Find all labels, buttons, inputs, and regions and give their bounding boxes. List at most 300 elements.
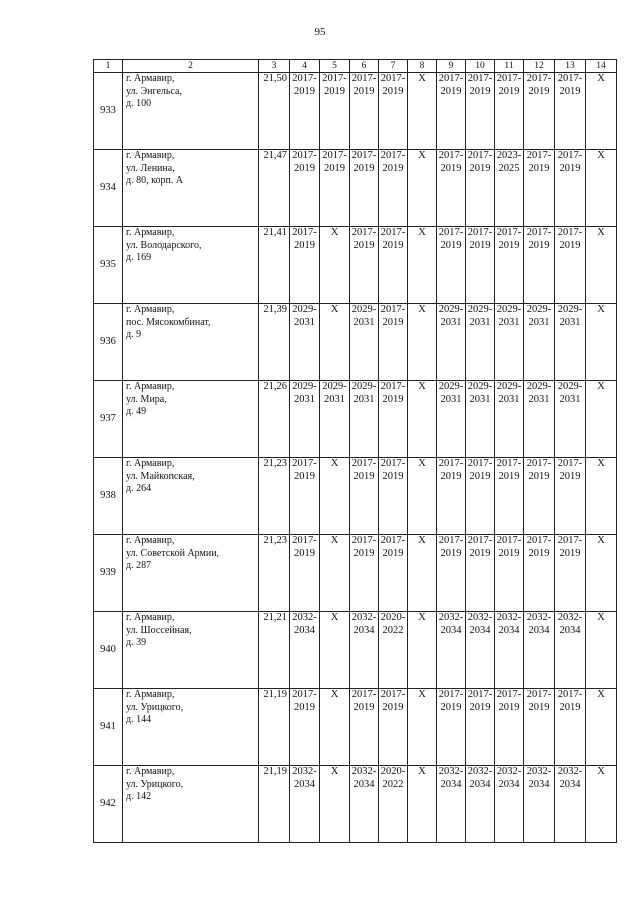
period-year: 2034: [294, 624, 315, 636]
period-year: 2031: [440, 393, 462, 405]
period-year: 2019: [559, 547, 581, 559]
period-year: 2023-: [496, 150, 522, 161]
period-year: 2032-: [496, 766, 522, 777]
not-applicable-cell: Х: [586, 766, 617, 843]
period-year: 2019: [559, 239, 581, 251]
table-row: [94, 535, 617, 612]
period-cell: [290, 766, 320, 843]
address-cell: [123, 304, 259, 381]
column-header: 8: [408, 60, 437, 73]
period-year: 2017-: [292, 535, 317, 546]
period-year: 2032-: [526, 612, 552, 623]
period-year: 2029-: [292, 304, 317, 315]
period-cell: [350, 535, 379, 612]
period-cell: [350, 381, 379, 458]
period-cell: [379, 73, 408, 150]
period-year: 2017-: [438, 458, 464, 469]
period-year: 2017-: [557, 458, 583, 469]
period-cell: [320, 73, 350, 150]
period-cell: [437, 689, 466, 766]
period-year: 2019: [353, 85, 375, 97]
period-cell: [555, 535, 586, 612]
table-row: [94, 458, 617, 535]
period-cell: [495, 612, 524, 689]
period-cell: [524, 612, 555, 689]
address-line: г. Армавир,: [126, 689, 175, 700]
area-cell: 21,21: [259, 612, 290, 689]
address-line: д. 287: [126, 560, 152, 571]
period-cell: [437, 458, 466, 535]
period-year: 2017-: [557, 73, 583, 84]
period-year: 2019: [559, 470, 581, 482]
address-cell: [123, 689, 259, 766]
column-header: 13: [555, 60, 586, 73]
period-year: 2019: [528, 547, 550, 559]
period-cell: [555, 689, 586, 766]
period-cell: [379, 689, 408, 766]
period-cell: [290, 458, 320, 535]
period-year: 2017-: [380, 535, 406, 546]
period-year: 2017-: [380, 381, 406, 392]
period-year: 2032-: [351, 766, 377, 777]
period-cell: [495, 766, 524, 843]
period-year: 2019: [353, 239, 375, 251]
period-year: 2034: [559, 624, 581, 636]
not-applicable-cell: Х: [408, 304, 437, 381]
period-year: 2029-: [496, 381, 522, 392]
column-header: 7: [379, 60, 408, 73]
table-row: [94, 612, 617, 689]
period-year: 2019: [469, 470, 491, 482]
period-year: 2017-: [557, 535, 583, 546]
period-cell: [466, 535, 495, 612]
address-line: пос. Мясокомбинат,: [126, 316, 211, 328]
period-cell: [466, 612, 495, 689]
address-cell: [123, 458, 259, 535]
row-number: 936: [94, 304, 123, 381]
address-line: ул. Шоссейная,: [126, 624, 192, 636]
period-year: 2019: [498, 239, 520, 251]
period-year: 2017-: [496, 458, 522, 469]
address-line: д. 49: [126, 406, 147, 417]
column-header: 1: [94, 60, 123, 73]
period-year: 2032-: [438, 766, 464, 777]
period-cell: [350, 73, 379, 150]
period-cell: [524, 766, 555, 843]
period-cell: [379, 766, 408, 843]
row-number: 937: [94, 381, 123, 458]
period-year: 2017-: [380, 304, 406, 315]
period-year: 2017-: [380, 689, 406, 700]
address-cell: [123, 73, 259, 150]
housing-register-table: [93, 59, 617, 843]
table-row: [94, 304, 617, 381]
period-cell: [290, 304, 320, 381]
period-cell: [437, 304, 466, 381]
period-year: 2019: [382, 239, 404, 251]
area-cell: 21,39: [259, 304, 290, 381]
period-year: 2017-: [557, 227, 583, 238]
period-year: 2034: [353, 778, 375, 790]
period-year: 2019: [294, 239, 315, 251]
address-line: г. Армавир,: [126, 304, 175, 315]
period-year: 2017-: [292, 150, 317, 161]
period-cell: [379, 612, 408, 689]
period-year: 2017-: [496, 73, 522, 84]
area-cell: 21,19: [259, 689, 290, 766]
not-applicable-cell: Х: [586, 304, 617, 381]
address-line: ул. Майкопская,: [126, 470, 195, 482]
period-year: 2031: [498, 393, 520, 405]
period-cell: [466, 304, 495, 381]
period-year: 2017-: [557, 689, 583, 700]
period-cell: [524, 304, 555, 381]
period-year: 2019: [440, 239, 462, 251]
period-cell: [555, 150, 586, 227]
row-number: 935: [94, 227, 123, 304]
period-cell: [290, 612, 320, 689]
period-year: 2025: [498, 162, 520, 174]
column-header: 14: [586, 60, 617, 73]
period-year: 2029-: [467, 304, 493, 315]
period-year: 2017-: [467, 535, 493, 546]
period-cell: [555, 381, 586, 458]
period-year: 2019: [469, 85, 491, 97]
row-number: 940: [94, 612, 123, 689]
period-year: 2032-: [526, 766, 552, 777]
period-year: 2017-: [438, 227, 464, 238]
period-year: 2017-: [438, 689, 464, 700]
period-year: 2031: [528, 316, 550, 328]
period-year: 2017-: [467, 73, 493, 84]
period-cell: [437, 535, 466, 612]
period-year: 2029-: [438, 381, 464, 392]
period-year: 2017-: [526, 689, 552, 700]
period-year: 2017-: [292, 227, 317, 238]
period-cell: [555, 612, 586, 689]
period-year: 2019: [528, 701, 550, 713]
period-year: 2034: [559, 778, 581, 790]
table-row: [94, 150, 617, 227]
column-number-row: [94, 60, 617, 73]
period-year: 2019: [528, 85, 550, 97]
area-cell: 21,23: [259, 458, 290, 535]
period-year: 2034: [469, 624, 491, 636]
not-applicable-cell: Х: [320, 535, 350, 612]
period-cell: [555, 73, 586, 150]
column-header: 10: [466, 60, 495, 73]
not-applicable-cell: Х: [408, 458, 437, 535]
period-year: 2032-: [557, 612, 583, 623]
period-year: 2029-: [351, 304, 377, 315]
address-line: д. 169: [126, 252, 152, 263]
period-year: 2017-: [467, 227, 493, 238]
period-year: 2017-: [438, 535, 464, 546]
period-cell: [524, 689, 555, 766]
period-year: 2031: [440, 316, 462, 328]
period-cell: [466, 689, 495, 766]
period-year: 2019: [382, 316, 404, 328]
period-year: 2029-: [526, 304, 552, 315]
period-cell: [466, 227, 495, 304]
period-cell: [350, 766, 379, 843]
period-year: 2034: [440, 778, 462, 790]
period-year: 2017-: [526, 458, 552, 469]
period-year: 2022: [382, 624, 404, 636]
not-applicable-cell: Х: [320, 304, 350, 381]
period-year: 2034: [498, 778, 520, 790]
not-applicable-cell: Х: [408, 535, 437, 612]
period-year: 2019: [382, 85, 404, 97]
period-year: 2017-: [380, 227, 406, 238]
not-applicable-cell: Х: [408, 689, 437, 766]
period-year: 2017-: [351, 150, 377, 161]
period-year: 2017-: [526, 150, 552, 161]
period-cell: [290, 73, 320, 150]
period-year: 2029-: [351, 381, 377, 392]
address-line: д. 80, корп. А: [126, 175, 184, 186]
period-year: 2019: [469, 162, 491, 174]
period-year: 2017-: [496, 535, 522, 546]
period-cell: [524, 227, 555, 304]
period-cell: [290, 150, 320, 227]
not-applicable-cell: Х: [408, 766, 437, 843]
period-year: 2019: [294, 470, 315, 482]
area-cell: 21,50: [259, 73, 290, 150]
period-cell: [290, 535, 320, 612]
period-cell: [466, 150, 495, 227]
period-year: 2017-: [438, 73, 464, 84]
not-applicable-cell: Х: [320, 458, 350, 535]
period-year: 2019: [294, 547, 315, 559]
address-line: г. Армавир,: [126, 612, 175, 623]
area-cell: 21,26: [259, 381, 290, 458]
not-applicable-cell: Х: [320, 766, 350, 843]
period-year: 2019: [498, 85, 520, 97]
period-cell: [379, 535, 408, 612]
period-year: 2017-: [526, 227, 552, 238]
address-line: д. 9: [126, 329, 142, 340]
area-cell: 21,19: [259, 766, 290, 843]
period-cell: [350, 612, 379, 689]
period-year: 2019: [353, 701, 375, 713]
column-header: 2: [123, 60, 259, 73]
address-line: д. 100: [126, 98, 152, 109]
period-cell: [524, 73, 555, 150]
column-header: 12: [524, 60, 555, 73]
register-body: [94, 73, 617, 843]
period-year: 2017-: [380, 150, 406, 161]
area-cell: 21,23: [259, 535, 290, 612]
period-year: 2019: [498, 470, 520, 482]
period-year: 2017-: [351, 689, 377, 700]
period-year: 2031: [294, 316, 315, 328]
period-year: 2031: [324, 393, 345, 405]
period-cell: [495, 304, 524, 381]
period-year: 2029-: [438, 304, 464, 315]
address-line: г. Армавир,: [126, 766, 175, 777]
period-year: 2019: [469, 239, 491, 251]
address-cell: [123, 381, 259, 458]
period-year: 2019: [498, 701, 520, 713]
period-year: 2029-: [526, 381, 552, 392]
period-cell: [555, 458, 586, 535]
period-year: 2034: [528, 778, 550, 790]
period-year: 2032-: [351, 612, 377, 623]
period-year: 2031: [469, 393, 491, 405]
area-cell: 21,41: [259, 227, 290, 304]
period-cell: [524, 381, 555, 458]
period-cell: [290, 381, 320, 458]
address-line: г. Армавир,: [126, 150, 175, 161]
period-cell: [437, 150, 466, 227]
period-year: 2019: [528, 470, 550, 482]
row-number: 938: [94, 458, 123, 535]
period-year: 2017-: [380, 458, 406, 469]
not-applicable-cell: Х: [320, 612, 350, 689]
period-year: 2019: [382, 162, 404, 174]
address-line: ул. Урицкого,: [126, 778, 184, 790]
period-cell: [524, 535, 555, 612]
period-year: 2031: [498, 316, 520, 328]
not-applicable-cell: Х: [408, 227, 437, 304]
period-cell: [379, 150, 408, 227]
period-year: 2017-: [526, 73, 552, 84]
period-year: 2019: [294, 162, 315, 174]
period-year: 2019: [324, 85, 345, 97]
table-row: [94, 689, 617, 766]
table-row: [94, 227, 617, 304]
period-cell: [379, 381, 408, 458]
address-line: г. Армавир,: [126, 227, 175, 238]
address-line: г. Армавир,: [126, 73, 175, 84]
not-applicable-cell: Х: [586, 150, 617, 227]
not-applicable-cell: Х: [586, 458, 617, 535]
area-cell: 21,47: [259, 150, 290, 227]
period-year: 2019: [382, 701, 404, 713]
period-year: 2019: [528, 162, 550, 174]
table-row: [94, 381, 617, 458]
period-year: 2034: [294, 778, 315, 790]
period-cell: [379, 227, 408, 304]
not-applicable-cell: Х: [586, 689, 617, 766]
period-cell: [320, 150, 350, 227]
column-header: 11: [495, 60, 524, 73]
period-year: 2019: [559, 162, 581, 174]
period-year: 2032-: [496, 612, 522, 623]
address-cell: [123, 150, 259, 227]
address-line: г. Армавир,: [126, 535, 175, 546]
period-year: 2019: [440, 547, 462, 559]
period-year: 2029-: [322, 381, 347, 392]
period-year: 2019: [353, 547, 375, 559]
period-cell: [379, 458, 408, 535]
period-year: 2017-: [322, 73, 347, 84]
period-year: 2032-: [467, 612, 493, 623]
row-number: 941: [94, 689, 123, 766]
address-line: д. 39: [126, 637, 147, 648]
period-year: 2029-: [557, 381, 583, 392]
not-applicable-cell: Х: [408, 150, 437, 227]
period-year: 2019: [469, 701, 491, 713]
address-cell: [123, 535, 259, 612]
period-cell: [466, 766, 495, 843]
not-applicable-cell: Х: [586, 612, 617, 689]
period-year: 2017-: [351, 227, 377, 238]
period-year: 2017-: [496, 227, 522, 238]
column-header: 3: [259, 60, 290, 73]
not-applicable-cell: Х: [320, 227, 350, 304]
address-line: г. Армавир,: [126, 381, 175, 392]
period-year: 2019: [353, 162, 375, 174]
row-number: 933: [94, 73, 123, 150]
period-year: 2017-: [351, 73, 377, 84]
address-line: ул. Ленина,: [126, 162, 175, 174]
period-cell: [495, 227, 524, 304]
period-year: 2017-: [557, 150, 583, 161]
period-year: 2017-: [351, 535, 377, 546]
period-cell: [320, 381, 350, 458]
period-year: 2034: [528, 624, 550, 636]
column-header: 5: [320, 60, 350, 73]
address-line: ул. Володарского,: [126, 239, 202, 251]
period-year: 2022: [382, 778, 404, 790]
period-year: 2019: [382, 393, 404, 405]
not-applicable-cell: Х: [586, 381, 617, 458]
period-year: 2032-: [557, 766, 583, 777]
period-year: 2017-: [496, 689, 522, 700]
address-line: г. Армавир,: [126, 458, 175, 469]
column-header: 4: [290, 60, 320, 73]
period-year: 2019: [440, 470, 462, 482]
period-year: 2017-: [292, 458, 317, 469]
address-line: ул. Урицкого,: [126, 701, 184, 713]
period-year: 2031: [528, 393, 550, 405]
period-cell: [555, 766, 586, 843]
period-year: 2017-: [467, 458, 493, 469]
row-number: 934: [94, 150, 123, 227]
address-line: ул. Советской Армии,: [126, 547, 220, 559]
period-year: 2017-: [467, 150, 493, 161]
period-year: 2019: [440, 701, 462, 713]
period-year: 2019: [528, 239, 550, 251]
period-year: 2032-: [467, 766, 493, 777]
period-cell: [495, 73, 524, 150]
period-year: 2019: [382, 470, 404, 482]
period-year: 2017-: [526, 535, 552, 546]
not-applicable-cell: Х: [586, 535, 617, 612]
period-year: 2029-: [467, 381, 493, 392]
period-year: 2020-: [380, 612, 406, 623]
period-cell: [555, 304, 586, 381]
period-year: 2017-: [292, 689, 317, 700]
period-cell: [437, 381, 466, 458]
address-line: д. 142: [126, 791, 152, 802]
period-year: 2032-: [292, 766, 317, 777]
period-year: 2031: [469, 316, 491, 328]
row-number: 942: [94, 766, 123, 843]
period-cell: [466, 458, 495, 535]
column-header: 9: [437, 60, 466, 73]
period-year: 2019: [440, 162, 462, 174]
period-year: 2020-: [380, 766, 406, 777]
period-year: 2019: [469, 547, 491, 559]
not-applicable-cell: Х: [408, 381, 437, 458]
period-year: 2019: [559, 701, 581, 713]
period-cell: [555, 227, 586, 304]
period-year: 2017-: [467, 689, 493, 700]
period-year: 2017-: [322, 150, 347, 161]
